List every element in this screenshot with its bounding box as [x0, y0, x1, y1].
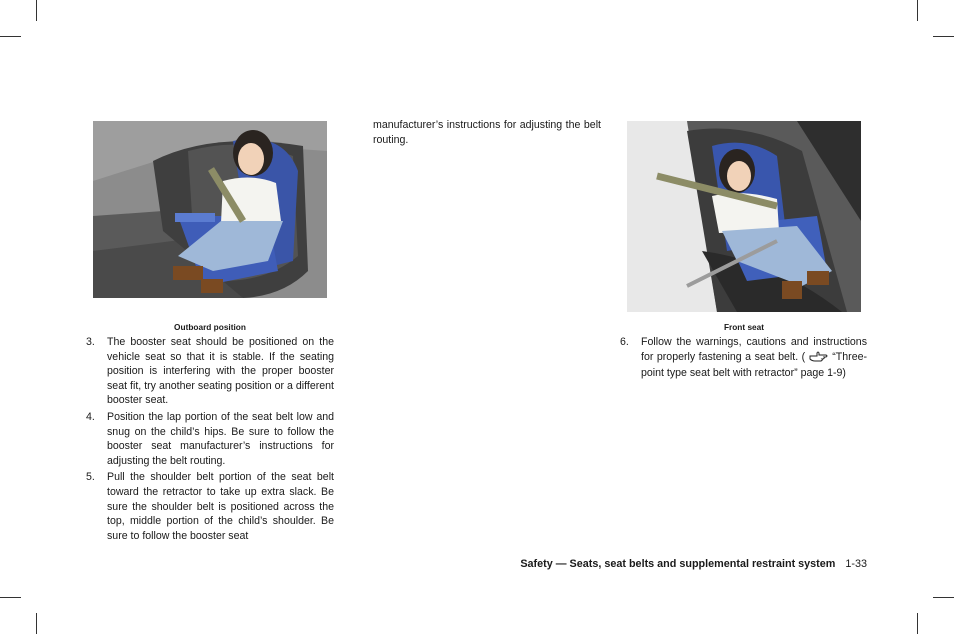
crop-mark: [36, 613, 37, 634]
crop-mark: [917, 613, 918, 634]
step-number: 5.: [86, 471, 95, 484]
column-middle: [373, 118, 601, 147]
child-in-booster-seat-illustration: [93, 121, 327, 298]
list-item: [86, 410, 334, 468]
list-item: [86, 335, 334, 408]
crop-mark: [36, 0, 37, 21]
front-seat-illustration: [627, 121, 861, 312]
instruction-list: [86, 335, 334, 543]
cross-reference-link[interactable]: “Three-point type seat belt with retractor” page 1-9): [641, 350, 868, 380]
column-right: [620, 335, 867, 383]
list-item: [620, 335, 867, 381]
figure-caption-outboard: Outboard position: [174, 322, 246, 332]
continuation-text: manufacturer’s instructions for adjusting the belt routing.: [373, 119, 601, 146]
list-item: [86, 470, 334, 543]
crop-mark: [933, 597, 954, 598]
column-left: [86, 335, 334, 545]
crop-mark: [0, 36, 21, 37]
step-text: Position the lap portion of the seat belt low and snug on the child’s hips. Be sure to follow the booster seat manufacturer’s instructions for adjusting the belt routing.: [107, 410, 334, 467]
step-text: Follow the warnings, cautions and instructions for properly fastening a seat belt. (: [641, 336, 867, 363]
step-number: 3.: [86, 336, 95, 348]
step-text: The booster seat should be positioned on the vehicle seat so that it is stable. If the seating position is interfering with the proper booster seat fit, try another seating position or a different booster seat.: [107, 336, 334, 407]
outboard-position-illustration: [93, 121, 327, 298]
child-in-front-seat-illustration: [627, 121, 861, 312]
step-number: 6.: [620, 336, 629, 348]
page-footer: [520, 558, 867, 570]
page-number: 1-33: [845, 558, 867, 570]
section-title: Safety — Seats, seat belts and supplemental restraint system: [520, 558, 836, 570]
step-number: 4.: [86, 410, 95, 423]
pointing-hand-icon: [809, 350, 829, 367]
instruction-list: [620, 335, 867, 381]
crop-mark: [933, 36, 954, 37]
step-text: Pull the shoulder belt portion of the seat belt toward the retractor to take up extra slack. Be sure the shoulder belt is positioned across the top, middle portion of the child’s shoulder. Be sure to follow the booster seat: [107, 471, 334, 542]
figure-caption-front: Front seat: [723, 322, 765, 332]
crop-mark: [917, 0, 918, 21]
crop-mark: [0, 597, 21, 598]
